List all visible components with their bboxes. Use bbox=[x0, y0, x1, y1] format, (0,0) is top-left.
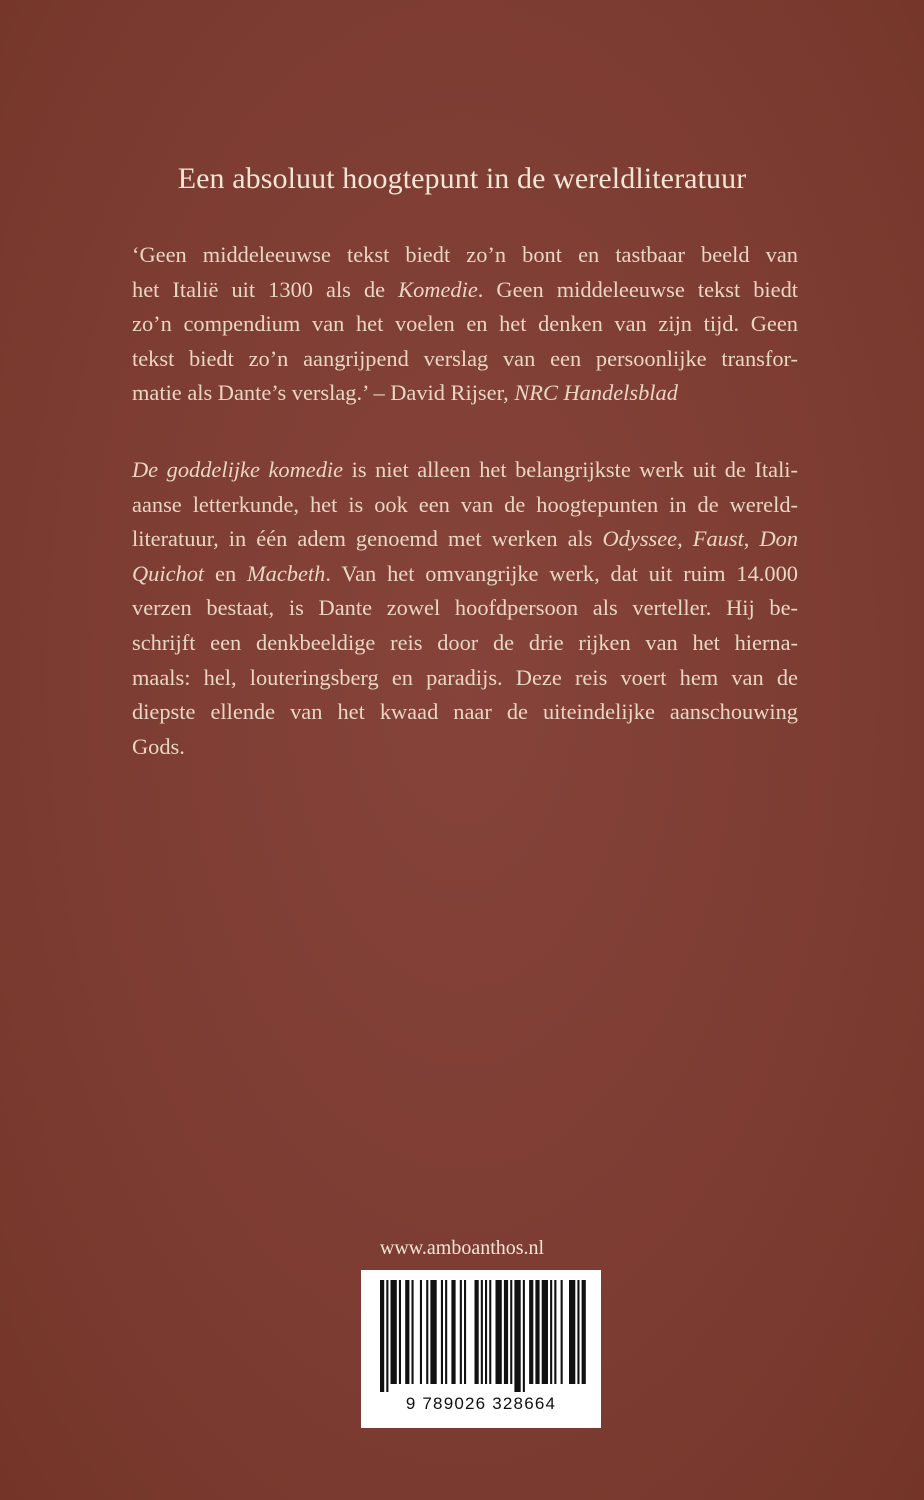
quote-line-2 bbox=[132, 273, 798, 308]
barcode-bar bbox=[441, 1280, 443, 1384]
isbn-number: 9 789026 328664 bbox=[405, 1394, 557, 1413]
quote-line-1: ‘Geen middeleeuwse tekst biedt zo’n bont en tastbaar beeld van bbox=[132, 242, 798, 267]
quote-line-3: zo’n compendium van het voelen en het denken van zijn tijd. Geen bbox=[132, 311, 798, 337]
desc-line-6: schrijft een denkbeeldige reis door de drie rijken van het hierna- bbox=[132, 629, 798, 655]
desc-line-2: aanse letterkunde, het is ook een van de hoogtepunten in de wereld- bbox=[132, 491, 798, 517]
desc-line-5: verzen bestaat, is Dante zowel hoofdpersoon als verteller. Hij be- bbox=[132, 595, 798, 621]
book-title: De goddelijke komedie bbox=[132, 457, 344, 482]
desc-line-4 bbox=[132, 557, 798, 592]
title-macbeth: Macbeth bbox=[247, 560, 326, 586]
barcode-bar bbox=[464, 1280, 466, 1384]
barcode-bar bbox=[496, 1280, 502, 1384]
barcode-bar bbox=[504, 1280, 508, 1384]
book-description bbox=[132, 453, 798, 764]
barcode-bar bbox=[380, 1280, 384, 1392]
press-quote bbox=[132, 238, 798, 411]
title-odyssee: Odyssee bbox=[602, 526, 678, 552]
quote-line-4: tekst biedt zo’n aangrijpend verslag van een persoonlijke transfor- bbox=[132, 345, 798, 371]
barcode-bar bbox=[430, 1280, 436, 1384]
quote-line-5 bbox=[132, 376, 798, 411]
desc-line-8: diepste ellende van het kwaad naar de uiteindelijke aanschouwing bbox=[132, 699, 798, 725]
title-faust: Faust bbox=[692, 526, 744, 552]
barcode-label bbox=[361, 1270, 601, 1428]
barcode-bar bbox=[399, 1280, 401, 1384]
quote-text: het Italië uit 1300 als de bbox=[132, 276, 399, 302]
desc-line-9: Gods. bbox=[132, 733, 185, 759]
barcode-bar bbox=[569, 1280, 575, 1384]
desc-line-1 bbox=[132, 453, 798, 488]
desc-text: is niet alleen het belangrijkste werk uit de Itali- bbox=[343, 457, 798, 482]
barcode-bar bbox=[460, 1280, 462, 1384]
desc-text: en bbox=[204, 560, 247, 586]
barcode-bar bbox=[412, 1280, 414, 1384]
barcode-bar bbox=[445, 1280, 447, 1384]
barcode-bar bbox=[451, 1280, 455, 1384]
quote-attribution: matie als Dante’s verslag.’ – David Rijser, bbox=[132, 380, 515, 406]
barcode-bar bbox=[386, 1280, 388, 1392]
barcode-bar bbox=[514, 1280, 520, 1392]
barcode-bar bbox=[577, 1280, 579, 1384]
title-don: Don bbox=[759, 526, 799, 552]
barcode-bar bbox=[405, 1280, 409, 1384]
desc-text: literatuur, in één adem genoemd met werken als bbox=[132, 526, 603, 552]
title-komedie: Komedie bbox=[398, 276, 478, 302]
barcode-bar bbox=[510, 1280, 512, 1384]
quote-source: NRC Handelsblad bbox=[514, 380, 678, 406]
barcode-bar bbox=[481, 1280, 483, 1384]
barcode-bar bbox=[475, 1280, 479, 1384]
desc-text: , bbox=[677, 526, 693, 552]
barcode-bar bbox=[542, 1280, 548, 1384]
barcode-bar bbox=[529, 1280, 533, 1384]
barcode-bar bbox=[535, 1280, 539, 1384]
barcode-bar bbox=[391, 1280, 397, 1384]
desc-text: . Van het omvangrijke werk, dat uit ruim 14.000 bbox=[325, 560, 798, 586]
desc-text: , bbox=[743, 526, 760, 552]
desc-line-7: maals: hel, louteringsberg en paradijs. Deze reis voert hem van de bbox=[132, 664, 798, 690]
barcode-bar bbox=[426, 1280, 428, 1384]
barcode-image bbox=[376, 1280, 586, 1392]
publisher-website: www.amboanthos.nl bbox=[379, 1237, 545, 1259]
barcode-bar bbox=[420, 1280, 422, 1384]
desc-line-3 bbox=[132, 522, 798, 557]
headline: Een absoluut hoogtepunt in de wereldliteratuur bbox=[177, 162, 747, 195]
quote-text: . Geen middeleeuwse tekst biedt bbox=[477, 276, 799, 302]
barcode-bar bbox=[485, 1280, 487, 1384]
barcode-bar bbox=[550, 1280, 552, 1384]
barcode-bar bbox=[523, 1280, 525, 1392]
title-quichot: Quichot bbox=[132, 560, 205, 586]
barcode-bar bbox=[554, 1280, 556, 1384]
barcode-bar bbox=[489, 1280, 491, 1384]
barcode-bar bbox=[582, 1280, 586, 1384]
barcode-bar bbox=[561, 1280, 563, 1384]
